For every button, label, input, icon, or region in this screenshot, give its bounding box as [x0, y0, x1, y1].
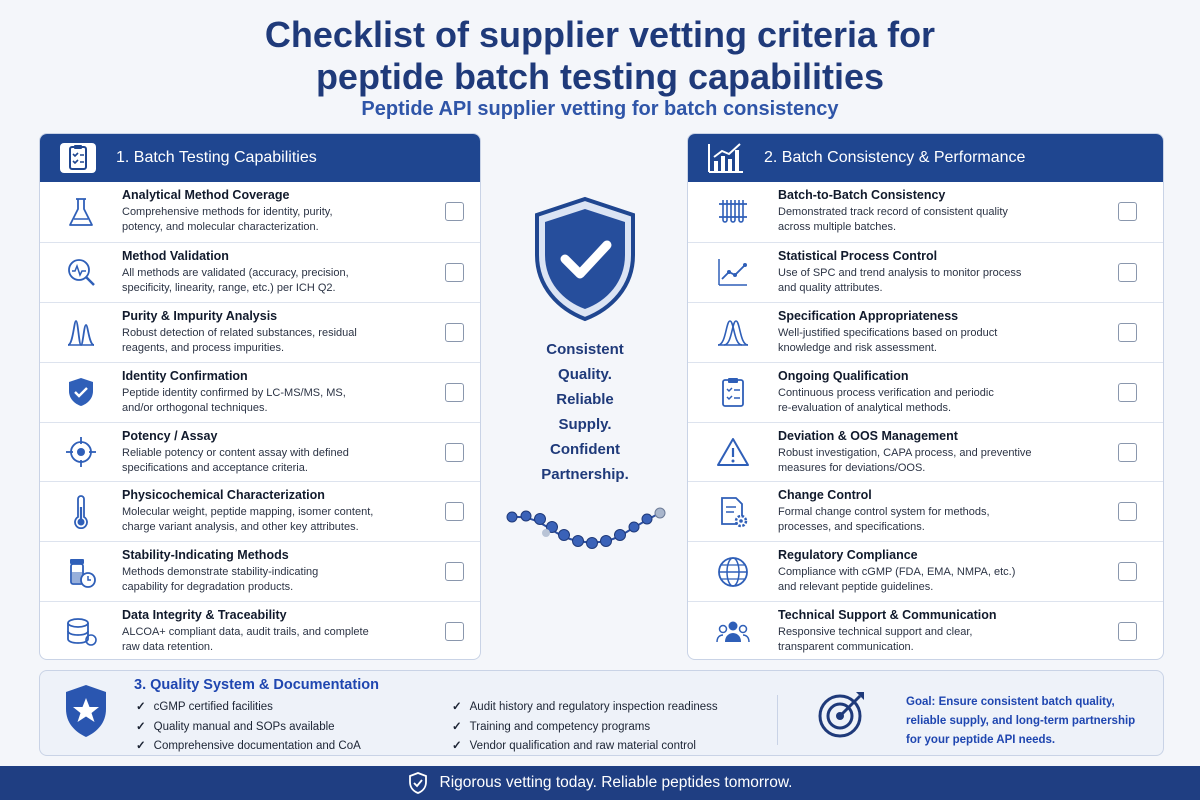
checklist-desc-1: Compliance with cGMP (FDA, EMA, NMPA, etc.) [778, 566, 1016, 579]
tagline-consistent: Consistent [546, 341, 624, 358]
section-batch-consistency [687, 133, 1164, 660]
checklist-title: Technical Support & Communication [778, 608, 997, 623]
checklist-desc-1: Continuous process verification and periodic [778, 386, 994, 399]
checklist-desc-2: and quality attributes. [778, 281, 883, 294]
people-icon [688, 615, 778, 649]
section-quality-system [39, 670, 1164, 756]
shield-check-icon [40, 375, 122, 409]
checklist-title: Method Validation [122, 248, 229, 263]
checklist-text [778, 249, 1118, 296]
checklist-checkbox[interactable] [445, 622, 464, 641]
checklist-checkbox[interactable] [445, 202, 464, 221]
goal-line-1: Goal: Ensure consistent batch quality, [906, 696, 1115, 708]
checklist-row-regulatory-compliance [688, 541, 1163, 601]
center-emblem [500, 195, 670, 565]
footer-banner [0, 766, 1200, 800]
goal-line-2: reliable supply, and long-term partnership [906, 715, 1136, 727]
goal-statement [906, 693, 1156, 750]
section-2-header [688, 134, 1163, 182]
shield-outline-icon [408, 772, 428, 794]
checklist-desc-1: Robust investigation, CAPA process, and preventive [778, 446, 1032, 459]
checklist-text [778, 548, 1118, 595]
checklist-row-change-control [688, 481, 1163, 541]
checklist-desc-1: Well-justified specifications based on product [778, 326, 998, 339]
checklist-row-deviation-oos-management [688, 422, 1163, 482]
checklist-checkbox[interactable] [1118, 202, 1137, 221]
checklist-row-specification-appropriateness [688, 302, 1163, 362]
trend-line-icon [688, 255, 778, 289]
checklist-desc-1: All methods are validated (accuracy, precision, [122, 266, 349, 279]
checklist-text [122, 608, 445, 655]
checklist-checkbox[interactable] [445, 562, 464, 581]
checklist-desc-2: across multiple batches. [778, 221, 896, 234]
checklist-desc-2: charge variant analysis, and other key attributes. [122, 521, 359, 534]
section-3-title: 3. Quality System & Documentation [134, 677, 379, 693]
checklist-text [122, 249, 445, 296]
checklist-title: Batch-to-Batch Consistency [778, 188, 946, 203]
list-item: ✓ Vendor qualification and raw material control [452, 737, 718, 757]
checklist-text [122, 309, 445, 356]
checklist-row-data-integrity-traceability [40, 601, 480, 660]
section-1-title: 1. Batch Testing Capabilities [116, 149, 317, 166]
checklist-title: Specification Appropriateness [778, 308, 959, 323]
checklist-checkbox[interactable] [445, 263, 464, 282]
checklist-title: Deviation & OOS Management [778, 428, 958, 443]
checklist-desc-1: Formal change control system for methods, [778, 506, 990, 519]
quality-list-2 [452, 698, 718, 757]
page-title [0, 14, 1200, 98]
bar-chart-icon [706, 140, 746, 176]
footer-text: Rigorous vetting today. Reliable peptides tomorrow. [439, 774, 793, 791]
checklist-checkbox[interactable] [1118, 263, 1137, 282]
section-1-header [40, 134, 480, 182]
checklist-desc-2: and relevant peptide guidelines. [778, 581, 934, 594]
list-item: ✓ Training and competency programs [452, 718, 718, 738]
checklist-desc-2: raw data retention. [122, 641, 214, 654]
document-gear-icon [688, 495, 778, 529]
tagline-partnership: Partnership. [541, 466, 629, 483]
list-item: ✓ Audit history and regulatory inspection readiness [452, 698, 718, 718]
list-item: ✓ Comprehensive documentation and CoA [136, 737, 361, 757]
checklist-title: Regulatory Compliance [778, 548, 918, 563]
tagline-supply: Supply. [558, 416, 612, 433]
shield-star-icon [62, 683, 110, 739]
checklist-desc-1: Reliable potency or content assay with defined [122, 446, 349, 459]
test-tubes-icon [688, 195, 778, 229]
vial-clock-icon [40, 555, 122, 589]
target-arrow-icon [816, 688, 868, 740]
title-line-2: peptide batch testing capabilities [315, 56, 885, 97]
checklist-desc-2: capability for degradation products. [122, 581, 294, 594]
tagline-confident: Confident [550, 441, 620, 458]
checklist-checkbox[interactable] [1118, 443, 1137, 462]
checklist-desc-2: reagents, and process impurities. [122, 341, 285, 354]
checklist-desc-2: knowledge and risk assessment. [778, 341, 937, 354]
section-batch-testing [39, 133, 481, 660]
checklist-checkbox[interactable] [1118, 622, 1137, 641]
flask-icon [40, 195, 122, 229]
checklist-title: Identity Confirmation [122, 368, 248, 383]
magnifier-chart-icon [40, 255, 122, 289]
tagline-reliable: Reliable [556, 391, 614, 408]
peptide-chain-icon [500, 503, 670, 553]
checklist-text [122, 188, 445, 235]
checklist-row-physicochemical-characterization [40, 481, 480, 541]
thermometer-icon [40, 495, 122, 529]
checklist-title: Purity & Impurity Analysis [122, 308, 278, 323]
checklist-desc-1: Robust detection of related substances, residual [122, 326, 357, 339]
checklist-desc-2: processes, and specifications. [778, 521, 925, 534]
checklist-title: Statistical Process Control [778, 248, 938, 263]
checklist-desc-1: Responsive technical support and clear, [778, 626, 973, 639]
checklist-row-statistical-process-control [688, 242, 1163, 302]
checklist-text [778, 369, 1118, 416]
clipboard-checklist-icon [688, 375, 778, 409]
checklist-text [778, 188, 1118, 235]
checklist-desc-1: Molecular weight, peptide mapping, isomer content, [122, 506, 374, 519]
checklist-checkbox[interactable] [445, 502, 464, 521]
section-2-title: 2. Batch Consistency & Performance [764, 149, 1026, 166]
divider [777, 695, 778, 745]
checklist-checkbox[interactable] [1118, 323, 1137, 342]
shield-check-emblem-icon [529, 195, 641, 323]
checklist-row-potency-assay [40, 422, 480, 482]
checklist-text [778, 608, 1118, 655]
checklist-title: Physicochemical Characterization [122, 488, 325, 503]
checklist-desc-1: ALCOA+ compliant data, audit trails, and complete [122, 626, 369, 639]
target-icon [40, 435, 122, 469]
checklist-text [122, 548, 445, 595]
chromatogram-icon [40, 315, 122, 349]
checklist-title: Stability-Indicating Methods [122, 548, 289, 563]
checklist-row-technical-support-communication [688, 601, 1163, 660]
checklist-checkbox[interactable] [1118, 502, 1137, 521]
checklist-row-batch-to-batch-consistency [688, 182, 1163, 242]
checklist-text [778, 309, 1118, 356]
checklist-checkbox[interactable] [1118, 562, 1137, 581]
checklist-desc-2: potency, and molecular characterization. [122, 221, 319, 234]
database-icon [40, 615, 122, 649]
tagline-quality: Quality. [558, 366, 612, 383]
checklist-desc-2: transparent communication. [778, 641, 914, 654]
checklist-desc-1: Peptide identity confirmed by LC-MS/MS, MS, [122, 386, 346, 399]
checklist-row-ongoing-qualification [688, 362, 1163, 422]
checklist-title: Change Control [778, 488, 872, 503]
checklist-row-method-validation [40, 242, 480, 302]
globe-icon [688, 555, 778, 589]
checklist-checkbox[interactable] [445, 323, 464, 342]
checklist-desc-2: measures for deviations/OOS. [778, 461, 926, 474]
checklist-row-stability-indicating-methods [40, 541, 480, 601]
checklist-text [122, 369, 445, 416]
list-item: ✓ Quality manual and SOPs available [136, 718, 361, 738]
goal-line-3: for your peptide API needs. [906, 734, 1056, 746]
checklist-row-analytical-method-coverage [40, 182, 480, 242]
checklist-checkbox[interactable] [445, 443, 464, 462]
checklist-text [122, 488, 445, 535]
checklist-checkbox[interactable] [1118, 383, 1137, 402]
checklist-desc-1: Methods demonstrate stability-indicating [122, 566, 319, 579]
checklist-desc-1: Comprehensive methods for identity, purity, [122, 206, 333, 219]
checklist-desc-2: specifications and acceptance criteria. [122, 461, 308, 474]
title-line-1: Checklist of supplier vetting criteria for [264, 14, 936, 55]
page-subtitle: Peptide API supplier vetting for batch consistency [361, 98, 839, 120]
checklist-text [778, 488, 1118, 535]
checklist-title: Data Integrity & Traceability [122, 608, 287, 623]
warning-icon [688, 435, 778, 469]
checklist-checkbox[interactable] [445, 383, 464, 402]
checklist-text [778, 429, 1118, 476]
checklist-desc-1: Demonstrated track record of consistent quality [778, 206, 1008, 219]
checklist-title: Analytical Method Coverage [122, 188, 290, 203]
checklist-row-identity-confirmation [40, 362, 480, 422]
checklist-title: Ongoing Qualification [778, 368, 909, 383]
checklist-title: Potency / Assay [122, 428, 218, 443]
checklist-desc-1: Use of SPC and trend analysis to monitor process [778, 266, 1022, 279]
clipboard-icon [58, 140, 98, 176]
checklist-desc-2: re-evaluation of analytical methods. [778, 401, 952, 414]
list-item: ✓ cGMP certified facilities [136, 698, 361, 718]
checklist-desc-2: and/or orthogonal techniques. [122, 401, 268, 414]
checklist-row-purity-impurity-analysis [40, 302, 480, 362]
checklist-desc-2: specificity, linearity, range, etc.) per ICH Q2. [122, 281, 336, 294]
distribution-curves-icon [688, 315, 778, 349]
quality-list-1 [136, 698, 361, 757]
checklist-text [122, 429, 445, 476]
